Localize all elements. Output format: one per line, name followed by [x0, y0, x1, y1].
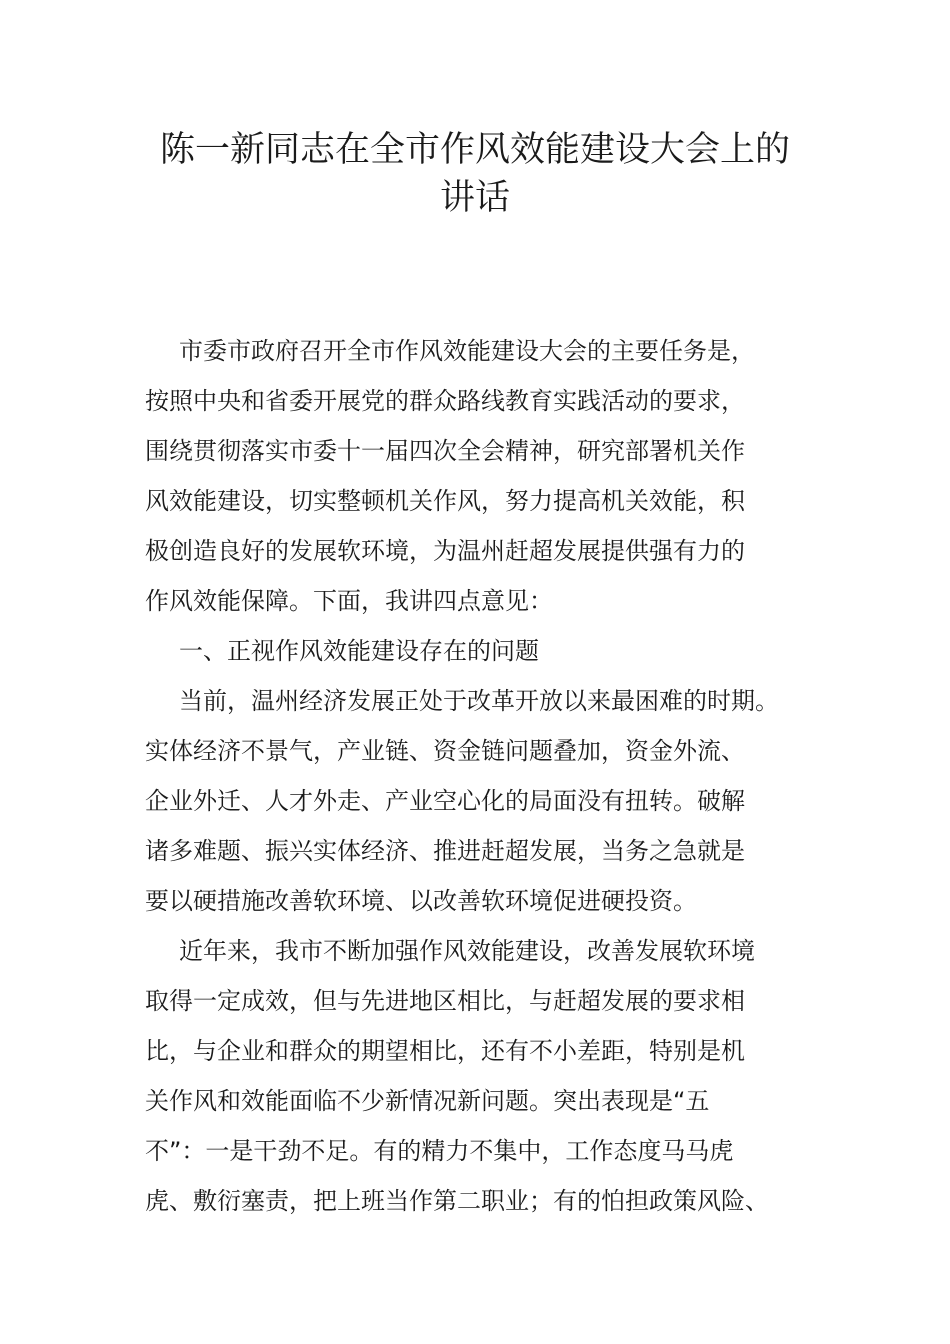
title-line-1: 陈一新同志在全市作风效能建设大会上的 [159, 130, 790, 170]
body-line: 诸多难题、振兴实体经济、推进赶超发展，当务之急就是 [145, 837, 745, 865]
body-line: 不”：一是干劲不足。有的精力不集中，工作态度马马虎 [145, 1137, 734, 1165]
body-line: 关作风和效能面临不少新情况新问题。突出表现是“五 [145, 1087, 710, 1115]
body-line: 实体经济不景气，产业链、资金链问题叠加，资金外流、 [145, 737, 745, 765]
body-line: 市委市政府召开全市作风效能建设大会的主要任务是， [179, 337, 755, 365]
body-line: 围绕贯彻落实市委十一届四次全会精神，研究部署机关作 [145, 437, 745, 465]
body-line: 当前，温州经济发展正处于改革开放以来最困难的时期。 [179, 687, 779, 715]
body-line: 作风效能保障。下面，我讲四点意见： [145, 587, 553, 615]
body-line: 取得一定成效，但与先进地区相比，与赶超发展的要求相 [145, 987, 745, 1015]
title-line-2: 讲话 [439, 178, 510, 218]
body-line: 比，与企业和群众的期望相比，还有不小差距，特别是机 [145, 1037, 745, 1065]
body-line: 要以硬措施改善软环境、以改善软环境促进硬投资。 [145, 887, 697, 915]
body-line: 按照中央和省委开展党的群众路线教育实践活动的要求， [145, 387, 745, 415]
body-line: 近年来，我市不断加强作风效能建设，改善发展软环境 [179, 937, 755, 965]
body-line: 企业外迁、人才外走、产业空心化的局面没有扭转。破解 [145, 787, 745, 815]
section-heading: 一、正视作风效能建设存在的问题 [179, 637, 539, 665]
body-line: 虎、敷衍塞责，把上班当作第二职业；有的怕担政策风险、 [145, 1187, 769, 1215]
speech-body [145, 326, 825, 1226]
body-line: 极创造良好的发展软环境，为温州赶超发展提供强有力的 [145, 537, 745, 565]
page-title [140, 126, 810, 222]
body-line: 风效能建设，切实整顿机关作风，努力提高机关效能，积 [145, 487, 745, 515]
